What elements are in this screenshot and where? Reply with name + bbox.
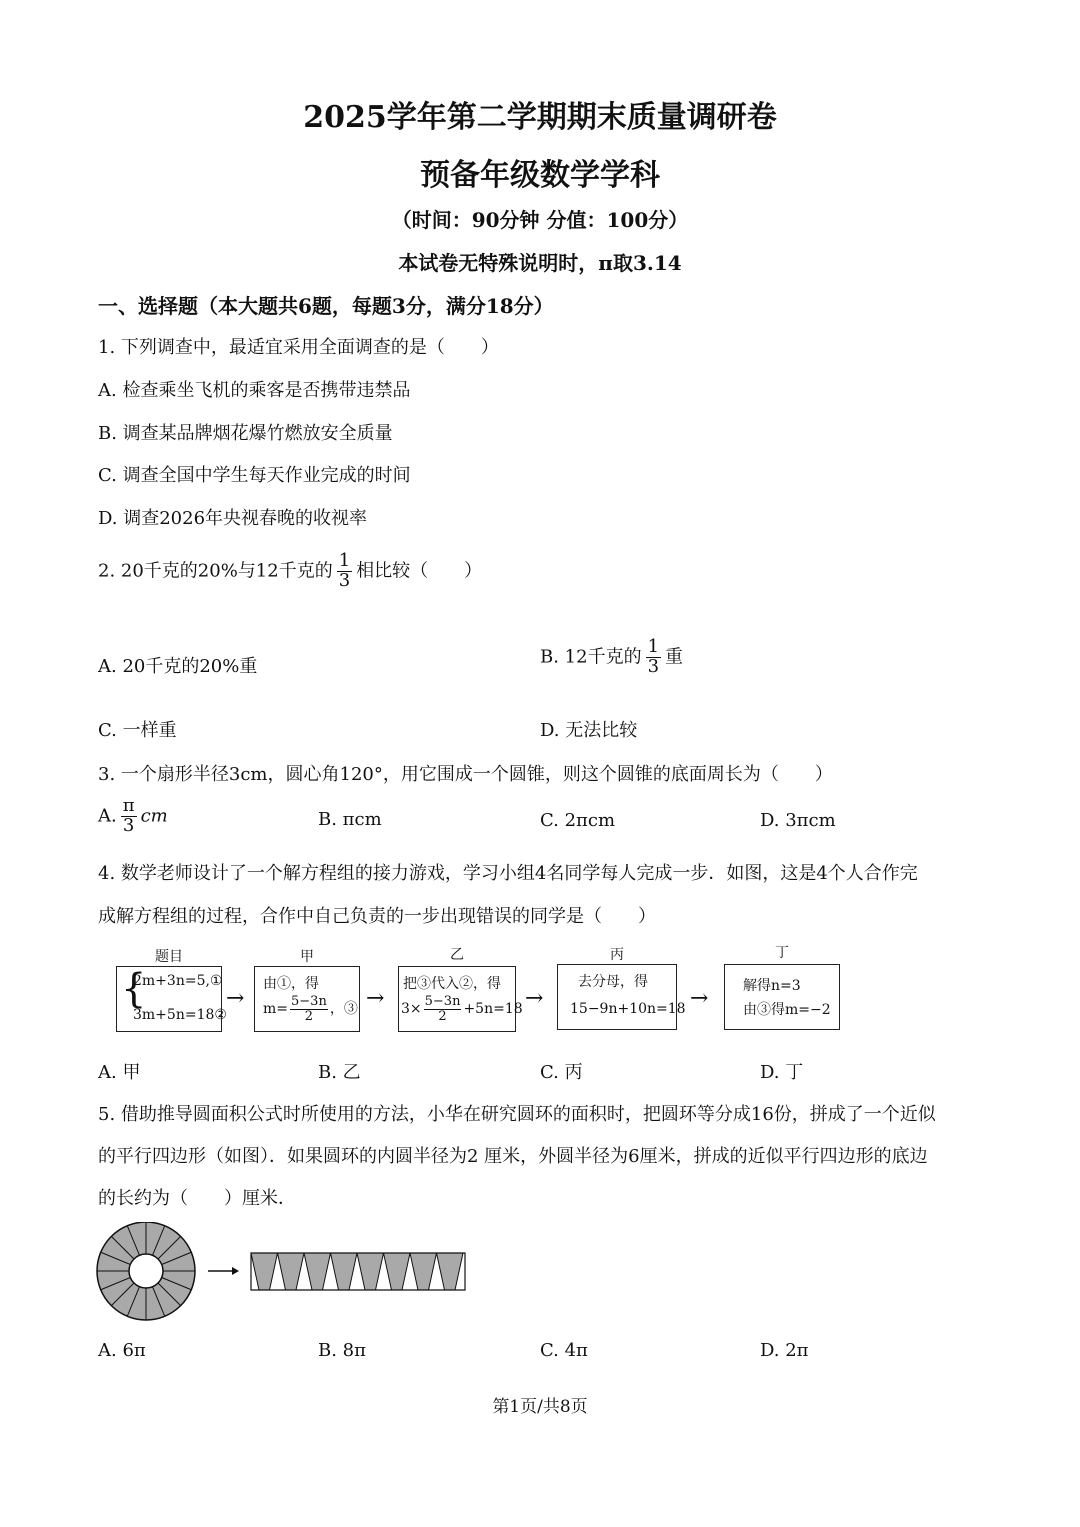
q2-frac-den: 3 [338, 569, 351, 591]
yi-pre: 3× [401, 1001, 422, 1018]
q5-option-a: A. 6π [98, 1340, 146, 1361]
time-info: （时间：90分钟 分值：100分） [391, 208, 689, 232]
q4-option-a: A. 甲 [98, 1062, 141, 1083]
inner-circle [129, 1254, 163, 1288]
arrow-icon: → [525, 986, 544, 1011]
flow-box-yi [398, 966, 523, 1032]
exam-title: 2025学年第二学期期末质量调研卷 [303, 100, 777, 135]
bing-line1: 去分母，得 [578, 974, 648, 990]
flow-header-problem: 题目 [155, 949, 183, 965]
trapezoid-gray [251, 1253, 278, 1290]
parallelogram-strip [251, 1253, 465, 1290]
q3-a-label: A. [98, 805, 117, 827]
q3-option-b: B. πcm [318, 809, 382, 830]
equation-1: 2m+3n=5,① [133, 973, 223, 989]
jia-line2 [263, 995, 358, 1023]
q2-option-a: A. 20千克的20%重 [98, 656, 258, 677]
annulus-diagram [97, 1222, 195, 1320]
jia-post: ，③ [329, 1001, 358, 1018]
equation-2: 3m+5n=18② [133, 1007, 227, 1023]
flow-header-jia: 甲 [300, 949, 314, 965]
jia-fraction [290, 995, 328, 1023]
q1-option-d: D. 调查2026年央视春晚的收视率 [98, 508, 368, 529]
arrow-icon: → [366, 986, 385, 1011]
section-heading: 一、选择题（本大题共6题，每题3分，满分18分） [98, 294, 554, 318]
flow-box-bing [557, 964, 686, 1030]
q2-b-fraction [646, 638, 661, 677]
jia-den: 2 [304, 1008, 314, 1024]
q1-option-a: A. 检查乘坐飞机的乘客是否携带违禁品 [98, 380, 411, 401]
q2-stem-post: 相比较（ ） [356, 560, 483, 582]
arrow-icon: → [690, 986, 709, 1011]
q3-option-a [98, 797, 168, 836]
q1-stem: 1. 下列调查中，最适宜采用全面调查的是（ ） [98, 337, 499, 358]
q2-b-post: 重 [665, 646, 684, 668]
q4-option-c: C. 丙 [540, 1062, 583, 1083]
trapezoid-gray [357, 1253, 384, 1290]
yi-post: +5n=18 [463, 1001, 523, 1018]
jia-num: 5−3n [291, 994, 327, 1009]
trapezoid-gray [331, 1253, 358, 1290]
yi-fraction [424, 995, 462, 1023]
trapezoid-gray [410, 1253, 437, 1290]
annulus-figure [96, 1222, 476, 1330]
q5-option-d: D. 2π [760, 1340, 809, 1361]
figure-arrow-icon [208, 1267, 239, 1275]
ding-line1: 解得n=3 [743, 978, 801, 994]
q2-b-num: 1 [647, 636, 660, 657]
flow-header-bing: 丙 [610, 947, 624, 963]
q2-stem [98, 552, 482, 591]
trapezoid-gray [437, 1253, 464, 1290]
pi-note: 本试卷无特殊说明时，π取3.14 [398, 251, 682, 275]
q2-option-d: D. 无法比较 [540, 720, 638, 741]
q2-option-b [540, 638, 683, 677]
yi-line1: 把③代入②，得 [403, 976, 501, 992]
yi-num: 5−3n [424, 994, 461, 1009]
trapezoid-gray [384, 1253, 411, 1290]
jia-pre: m= [263, 1001, 289, 1018]
q5-stem-line1: 5. 借助推导圆面积公式时所使用的方法，小华在研究圆环的面积时，把圆环等分成16份，拼成了一个近似 [98, 1104, 936, 1125]
flow-box-jia [254, 966, 360, 1032]
q1-option-b: B. 调查某品牌烟花爆竹燃放安全质量 [98, 423, 393, 444]
q3-option-d: D. 3πcm [760, 810, 836, 831]
q4-option-b: B. 乙 [318, 1062, 361, 1083]
q3-a-den: 3 [122, 814, 135, 836]
q5-stem-line2: 的平行四边形（如图）．如果圆环的内圆半径为2 厘米，外圆半径为6厘米，拼成的近似平行四边形的底边 [98, 1146, 928, 1167]
trapezoid-gray [278, 1253, 305, 1290]
q2-stem-pre: 2. 20千克的20%与12千克的 [98, 560, 333, 582]
q3-a-unit: cm [140, 805, 168, 827]
q2-b-pre: B. 12千克的 [540, 646, 642, 668]
exam-subtitle: 预备年级数学学科 [420, 158, 660, 193]
q3-stem: 3. 一个扇形半径3cm，圆心角120°，用它围成一个圆锥，则这个圆锥的底面周长为（ ） [98, 764, 833, 785]
jia-line1: 由①，得 [263, 976, 319, 992]
yi-line2 [401, 995, 523, 1023]
q5-option-c: C. 4π [540, 1340, 588, 1361]
trapezoid-gray [304, 1253, 331, 1290]
q2-option-c: C. 一样重 [98, 720, 177, 741]
q3-option-c: C. 2πcm [540, 810, 616, 831]
q2-frac-num: 1 [338, 550, 351, 571]
q4-option-d: D. 丁 [760, 1062, 804, 1083]
flow-box-ding [724, 964, 840, 1030]
ding-line2: 由③得m=−2 [743, 1002, 831, 1018]
q3-a-fraction [121, 797, 137, 836]
q4-stem-line2: 成解方程组的过程，合作中自己负责的一步出现错误的同学是（ ） [98, 906, 656, 927]
q2-fraction [337, 552, 352, 591]
brace-icon: { [121, 966, 147, 1012]
flow-header-yi: 乙 [450, 947, 464, 963]
yi-den: 2 [438, 1008, 447, 1024]
bing-line2: 15−9n+10n=18 [570, 1001, 686, 1017]
flow-header-ding: 丁 [775, 945, 789, 961]
q4-stem-line1: 4. 数学老师设计了一个解方程组的接力游戏，学习小组4名同学每人完成一步．如图，这是4个人合作完 [98, 863, 918, 884]
flow-box-problem [116, 966, 227, 1032]
page-number: 第1页/共8页 [492, 1397, 588, 1417]
q5-option-b: B. 8π [318, 1340, 366, 1361]
q5-stem-line3: 的长约为（ ）厘米． [98, 1188, 296, 1209]
q1-option-c: C. 调查全国中学生每天作业完成的时间 [98, 465, 411, 486]
q2-b-den: 3 [647, 655, 660, 677]
q3-a-num: π [122, 795, 135, 816]
arrow-icon: → [226, 986, 245, 1011]
